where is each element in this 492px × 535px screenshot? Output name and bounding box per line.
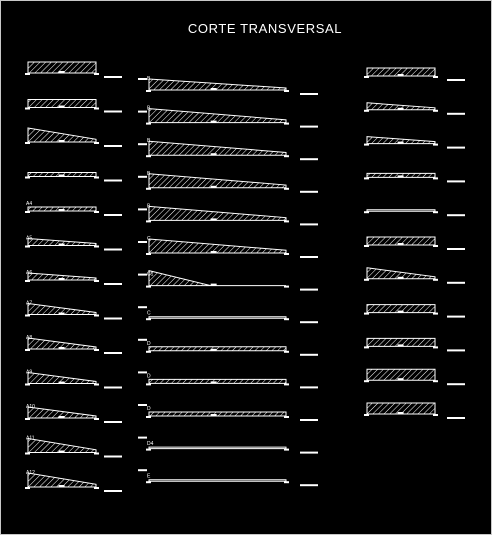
support-right [94,73,99,75]
dimension-dash [300,126,318,128]
dimension-dash [104,76,122,78]
bearing-mark [59,209,65,211]
section-right-5 [367,210,435,212]
section-middle-12 [149,447,286,449]
dimension-dash [104,456,122,458]
bearing-mark [59,347,65,349]
dimension-dash [300,354,318,356]
bearing-mark [59,382,65,384]
dimension-dash [447,316,465,318]
dimension-dash [104,352,122,354]
dimension-dash [104,111,122,113]
section-label: C1 [147,271,154,278]
support-left [364,76,369,78]
bearing-mark [398,378,404,380]
dimension-dash [300,321,318,323]
support-right [94,384,99,386]
bearing-mark [211,218,217,220]
section-label: A7 [26,300,33,307]
bearing-mark [398,277,404,279]
section-middle-10 [149,379,286,383]
dimension-dash [300,289,318,291]
section-left-3 [28,128,96,142]
support-right [284,351,289,353]
support-left [25,73,30,75]
support-right [433,279,438,281]
support-left [146,90,151,92]
bearing-mark [211,153,217,155]
support-right [433,414,438,416]
section-left-13 [28,473,96,487]
support-right [94,418,99,420]
support-right [94,142,99,144]
bearing-mark [59,71,65,73]
dimension-dash [447,417,465,419]
support-right [284,449,289,451]
leader-dash [138,404,147,406]
section-label: E [147,473,151,480]
dimension-dash [447,282,465,284]
bearing-mark [59,313,65,315]
leader-dash [138,469,147,471]
bearing-mark [59,278,65,280]
dimension-dash [104,145,122,147]
section-label: A8 [26,335,33,341]
dimension-dash [447,383,465,385]
support-left [25,108,30,110]
dimension-dash [447,147,465,149]
support-left [25,246,30,248]
bearing-mark [59,416,65,418]
dimension-dash [104,214,122,216]
bearing-mark [211,121,217,123]
support-left [146,220,151,222]
support-right [94,315,99,317]
section-label: A9 [26,369,33,376]
dimension-dash [300,93,318,95]
dimension-dash [300,256,318,258]
support-right [284,286,289,288]
support-left [364,177,369,179]
section-label: D [147,406,151,412]
bearing-mark [211,186,217,188]
bearing-mark [398,74,404,76]
support-right [284,188,289,190]
support-right [433,110,438,112]
support-right [433,346,438,348]
dimension-dash [104,387,122,389]
section-label: A4 [26,201,33,207]
section-label: B [147,138,151,145]
section-label: D [147,340,151,347]
support-right [433,144,438,146]
support-right [284,220,289,222]
support-left [146,449,151,451]
section-label: A5 [26,235,33,242]
support-left [146,253,151,255]
bearing-mark [59,451,65,453]
support-right [94,453,99,455]
dimension-dash [447,180,465,182]
support-left [364,414,369,416]
support-right [94,246,99,248]
support-left [25,487,30,489]
drawing-title: CORTE TRANSVERSAL [187,21,343,36]
section-label: A6 [26,270,33,276]
leader-dash [138,143,147,145]
section-label: A10 [26,404,35,410]
bearing-mark [398,108,404,110]
bearing-mark [398,311,404,313]
section-label: B [147,76,151,82]
section-middle-4 [149,174,286,188]
support-left [364,245,369,247]
support-right [433,211,438,213]
leader-dash [138,437,147,439]
bearing-mark [398,344,404,346]
support-right [433,313,438,315]
section-middle-8 [149,317,286,319]
leader-dash [138,306,147,308]
dimension-dash [300,452,318,454]
section-middle-2 [149,109,286,123]
dimension-dash [447,214,465,216]
support-right [433,245,438,247]
section-middle-6 [149,239,286,253]
bearing-mark [211,349,217,351]
support-left [25,177,30,179]
support-left [146,416,151,418]
dimension-dash [300,419,318,421]
section-label: B [147,170,151,177]
support-left [25,418,30,420]
support-right [94,211,99,213]
section-label: C [147,310,151,317]
support-left [364,279,369,281]
bearing-mark [211,414,217,416]
section-label: D4 [147,441,154,448]
bearing-mark [211,251,217,253]
bearing-mark [211,381,217,383]
section-label: C [147,236,151,242]
section-label: A12 [26,470,35,476]
support-right [284,123,289,125]
support-left [25,384,30,386]
section-middle-9 [149,347,286,351]
support-left [364,110,369,112]
support-left [146,123,151,125]
support-right [284,90,289,92]
support-left [146,351,151,353]
bearing-mark [398,243,404,245]
support-right [94,487,99,489]
support-right [433,177,438,179]
bearing-mark [398,412,404,414]
support-right [284,253,289,255]
leader-dash [138,241,147,243]
support-left [146,383,151,385]
dimension-dash [104,180,122,182]
section-label: B [147,203,151,210]
dimension-dash [104,318,122,320]
support-left [364,211,369,213]
support-right [284,416,289,418]
bearing-mark [59,140,65,142]
leader-dash [138,176,147,178]
dimension-dash [447,248,465,250]
support-left [146,155,151,157]
support-right [284,318,289,320]
support-left [25,142,30,144]
support-left [364,380,369,382]
section-label: A11 [26,435,35,442]
section-label: B [147,105,151,112]
support-right [94,177,99,179]
section-left-12 [28,439,96,453]
support-left [364,144,369,146]
dimension-dash [104,283,122,285]
support-left [364,313,369,315]
bearing-mark [398,175,404,177]
support-right [94,280,99,282]
bearing-mark [59,244,65,246]
leader-dash [138,208,147,210]
dimension-dash [300,484,318,486]
dimension-dash [300,191,318,193]
support-right [433,76,438,78]
support-right [433,380,438,382]
support-left [146,318,151,320]
section-label: D [147,373,151,380]
support-left [25,211,30,213]
dimension-dash [300,158,318,160]
bearing-mark [398,142,404,144]
section-middle-11 [149,412,286,416]
support-left [146,481,151,483]
support-left [364,346,369,348]
dimension-dash [447,349,465,351]
section-middle-5 [149,206,286,220]
dimension-dash [447,113,465,115]
leader-dash [138,78,147,80]
dimension-dash [447,79,465,81]
bearing-mark [59,175,65,177]
support-left [146,188,151,190]
dimension-dash [104,421,122,423]
support-left [146,286,151,288]
section-middle-3 [149,141,286,155]
support-right [94,349,99,351]
bearing-mark [59,485,65,487]
support-left [25,280,30,282]
section-middle-13 [149,480,286,482]
bearing-mark [211,284,217,286]
leader-dash [138,274,147,276]
leader-dash [138,339,147,341]
bearing-mark [211,88,217,90]
leader-dash [138,371,147,373]
support-left [25,453,30,455]
support-right [284,155,289,157]
support-left [25,315,30,317]
leader-dash [138,111,147,113]
support-right [284,383,289,385]
support-right [94,108,99,110]
support-left [25,349,30,351]
section-middle-7 [149,271,286,286]
dimension-dash [300,223,318,225]
dimension-dash [104,490,122,492]
dimension-dash [104,249,122,251]
section-middle-1 [149,79,286,90]
support-right [284,481,289,483]
dimension-dash [300,386,318,388]
bearing-mark [59,106,65,108]
